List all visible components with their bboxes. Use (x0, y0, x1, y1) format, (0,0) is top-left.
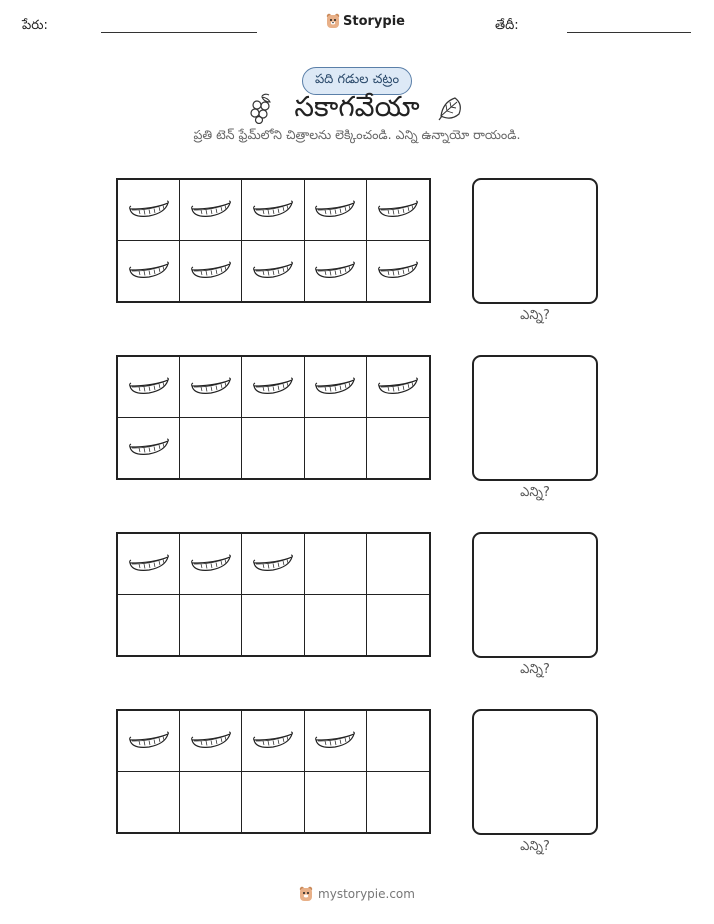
frame-cell (367, 534, 429, 595)
logo-text: Storypie (343, 13, 405, 29)
canoe-icon (376, 373, 420, 401)
canoe-icon (376, 196, 420, 224)
how-many-label-2: ఎన్ని? (520, 485, 550, 500)
footer (0, 886, 714, 902)
answer-box-2[interactable] (472, 355, 598, 481)
answer-box-1[interactable] (472, 178, 598, 304)
page-title (0, 90, 714, 130)
canoe-icon (189, 373, 233, 401)
frame-cell (242, 180, 304, 241)
answer-box-4[interactable] (472, 709, 598, 835)
canoe-icon (127, 727, 171, 755)
frame-cell (118, 357, 180, 418)
instructions-text: ప్రతి టెన్ ఫ్రేమ్‌లోని చిత్రాలను లెక్కించండి. ఎన్ని ఉన్నాయో రాయండి. (193, 127, 521, 142)
frame-cell (118, 595, 180, 656)
canoe-icon (127, 550, 171, 578)
frame-cell (180, 534, 242, 595)
frame-cell (242, 772, 304, 833)
canoe-icon (189, 196, 233, 224)
ten-frame-3 (116, 532, 431, 657)
frame-cell (367, 180, 429, 241)
canoe-icon (376, 257, 420, 285)
canoe-icon (251, 196, 295, 224)
frame-cell (305, 357, 367, 418)
how-many-label-1: ఎన్ని? (520, 308, 550, 323)
frame-cell (242, 595, 304, 656)
frame-cell (305, 772, 367, 833)
frame-cell (118, 180, 180, 241)
date-line[interactable] (567, 32, 691, 33)
date-label: తేదీ: (495, 18, 519, 33)
canoe-icon (251, 257, 295, 285)
ten-frame-1 (116, 178, 431, 303)
canoe-icon (313, 257, 357, 285)
frame-cell (118, 418, 180, 479)
title-text: సకాగవేయా (294, 90, 420, 123)
frame-cell (118, 534, 180, 595)
leaf-icon (437, 94, 467, 122)
frame-cell (180, 711, 242, 772)
frame-cell (305, 711, 367, 772)
canoe-icon (313, 373, 357, 401)
frame-cell (305, 241, 367, 302)
instructions (0, 127, 714, 146)
frame-cell (242, 534, 304, 595)
canoe-icon (251, 727, 295, 755)
footer-url[interactable]: mystorypie.com (318, 887, 415, 901)
name-label: పేరు: (22, 18, 48, 33)
frame-cell (305, 418, 367, 479)
bear-footer-icon (299, 886, 313, 902)
how-many-label-4: ఎన్ని? (520, 839, 550, 854)
frame-cell (305, 595, 367, 656)
frame-cell (242, 241, 304, 302)
frame-cell (367, 418, 429, 479)
frame-cell (305, 180, 367, 241)
frame-cell (242, 357, 304, 418)
frame-cell (180, 241, 242, 302)
frame-cell (242, 711, 304, 772)
name-line[interactable] (101, 32, 257, 33)
frame-cell (367, 241, 429, 302)
frame-cell (180, 180, 242, 241)
frame-cell (180, 357, 242, 418)
frame-cell (180, 595, 242, 656)
frame-cell (305, 534, 367, 595)
frame-cell (118, 241, 180, 302)
canoe-icon (127, 373, 171, 401)
canoe-icon (313, 727, 357, 755)
frame-cell (242, 418, 304, 479)
bear-logo-icon (326, 13, 340, 29)
frame-cell (118, 711, 180, 772)
frame-cell (180, 772, 242, 833)
canoe-icon (127, 196, 171, 224)
frame-cell (367, 711, 429, 772)
berries-icon (248, 92, 276, 124)
canoe-icon (127, 257, 171, 285)
storypie-logo (326, 13, 405, 29)
frame-cell (367, 357, 429, 418)
frame-cell (180, 418, 242, 479)
frame-cell (367, 595, 429, 656)
frame-cell (118, 772, 180, 833)
canoe-icon (251, 550, 295, 578)
canoe-icon (189, 550, 233, 578)
answer-box-3[interactable] (472, 532, 598, 658)
canoe-icon (127, 434, 171, 462)
canoe-icon (189, 257, 233, 285)
canoe-icon (251, 373, 295, 401)
how-many-label-3: ఎన్ని? (520, 662, 550, 677)
ten-frame-2 (116, 355, 431, 480)
badge-text: పది గడుల చట్రం (314, 72, 400, 87)
frame-cell (367, 772, 429, 833)
ten-frame-4 (116, 709, 431, 834)
canoe-icon (313, 196, 357, 224)
canoe-icon (189, 727, 233, 755)
